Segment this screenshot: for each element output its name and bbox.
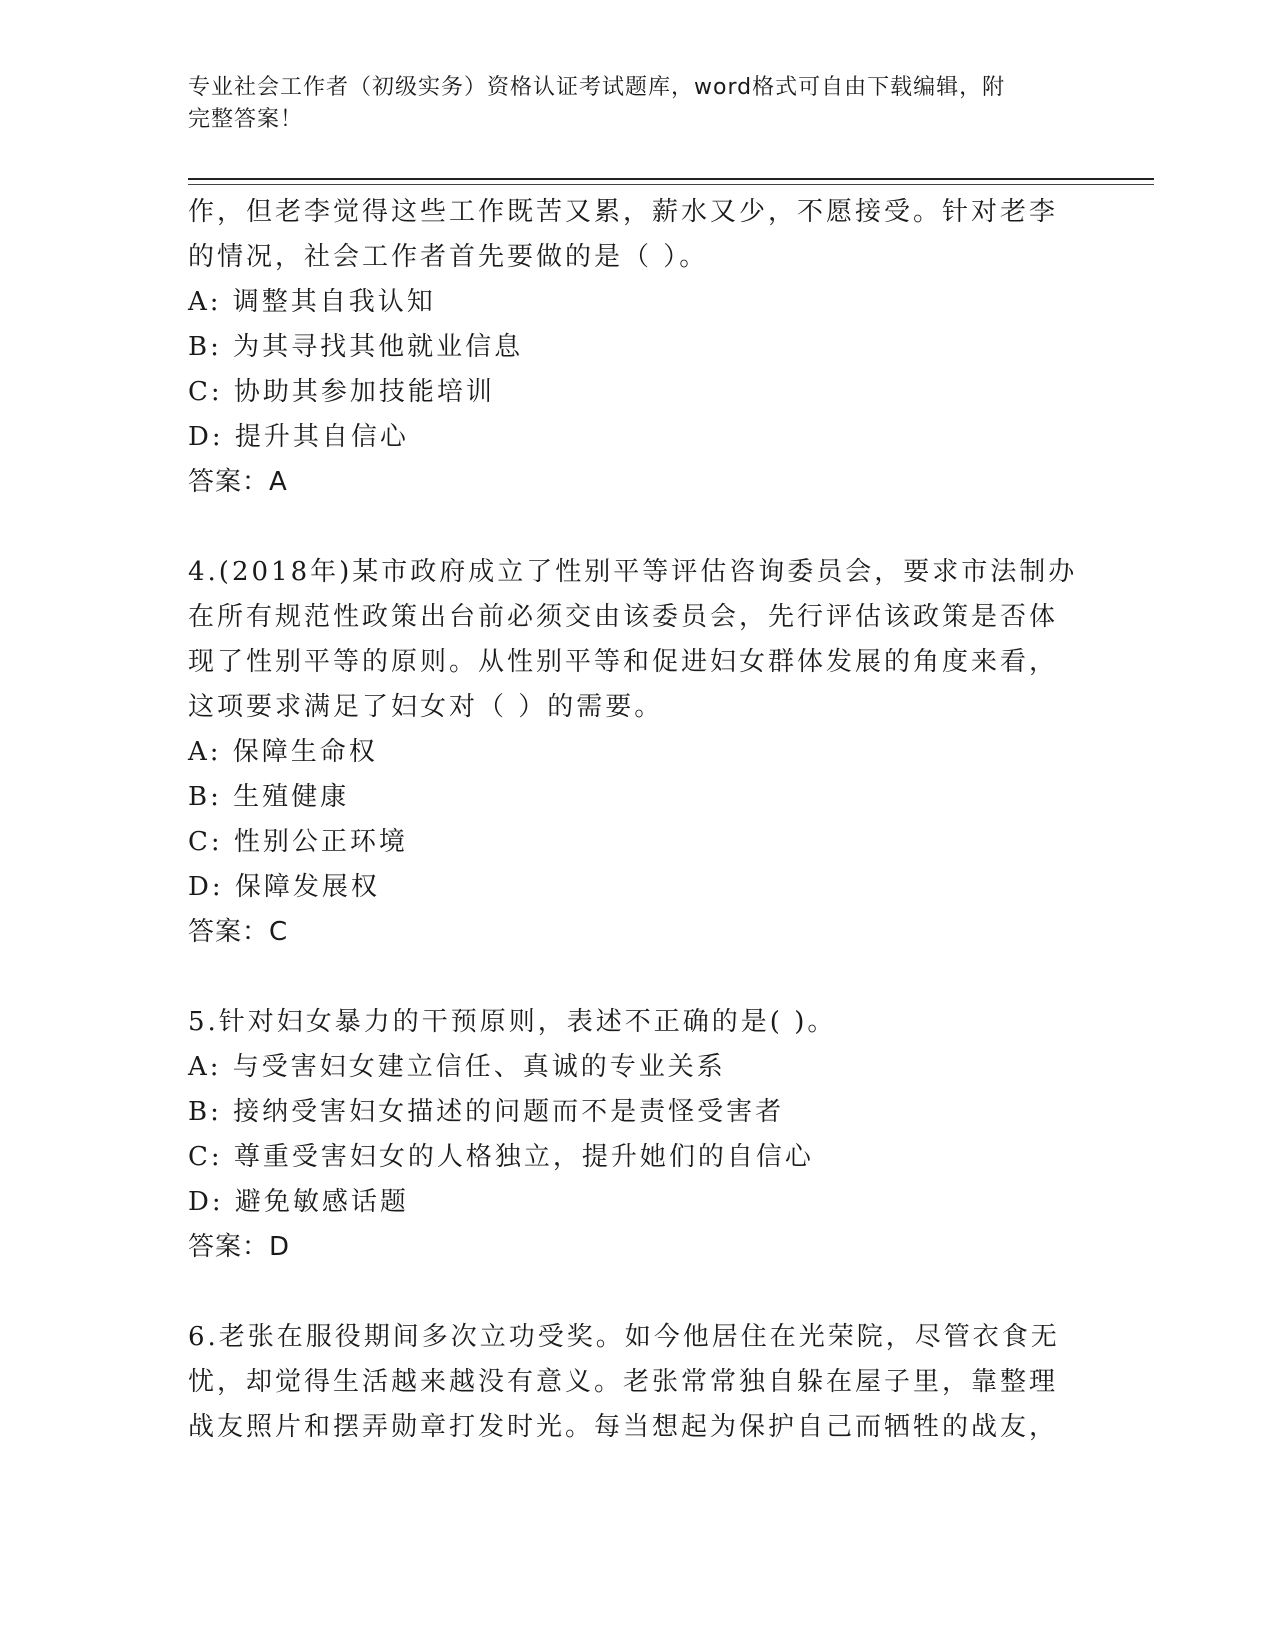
question-4 xyxy=(188,550,1078,955)
question-3-option-a: A: 调整其自我认知 xyxy=(188,287,436,317)
header-divider-thin xyxy=(188,184,1154,185)
question-3-stem-line: 作，但老李觉得这些工作既苦又累，薪水又少，不愿接受。针对老李 xyxy=(188,197,1059,227)
question-6-stem-line: 战友照片和摆弄勋章打发时光。每当想起为保护自己而牺牲的战友， xyxy=(188,1412,1059,1442)
question-4-stem-line: 在所有规范性政策出台前必须交由该委员会，先行评估该政策是否体 xyxy=(188,602,1059,632)
question-3-stem-line: 的情况，社会工作者首先要做的是（ ）。 xyxy=(188,242,709,272)
question-5-option-a: A: 与受害妇女建立信任、真诚的专业关系 xyxy=(188,1052,726,1082)
question-5-option-b: B: 接纳受害妇女描述的问题而不是责怪受害者 xyxy=(188,1097,785,1127)
question-3-answer: 答案：A xyxy=(188,467,288,497)
question-3-option-c: C: 协助其参加技能培训 xyxy=(188,377,495,407)
header-title-line-2: 完整答案！ xyxy=(188,107,304,132)
question-6-stem-line: 6.老张在服役期间多次立功受奖。如今他居住在光荣院，尽管衣食无 xyxy=(188,1322,1060,1352)
question-content xyxy=(188,190,1078,1450)
header-title-line-1: 专业社会工作者（初级实务）资格认证考试题库，word格式可自由下载编辑，附 xyxy=(188,75,1006,100)
question-4-option-d: D: 保障发展权 xyxy=(188,872,380,902)
question-4-stem-line: 4.(2018年)某市政府成立了性别平等评估咨询委员会，要求市法制办 xyxy=(188,557,1078,587)
question-5 xyxy=(188,1000,1068,1270)
question-4-option-c: C: 性别公正环境 xyxy=(188,827,408,857)
question-6-stem-line: 忧，却觉得生活越来越没有意义。老张常常独自躲在屋子里，靠整理 xyxy=(188,1367,1059,1397)
spacer xyxy=(188,505,1068,550)
question-3-option-d: D: 提升其自信心 xyxy=(188,422,409,452)
question-5-stem-line: 5.针对妇女暴力的干预原则，表述不正确的是( )。 xyxy=(188,1007,837,1037)
question-4-stem-line: 这项要求满足了妇女对（ ）的需要。 xyxy=(188,692,664,722)
question-5-answer: 答案：D xyxy=(188,1232,291,1262)
spacer xyxy=(188,1270,1068,1315)
question-4-answer: 答案：C xyxy=(188,917,289,947)
document-header xyxy=(188,72,1068,136)
spacer xyxy=(188,955,1068,1000)
question-6 xyxy=(188,1315,1068,1450)
question-4-option-b: B: 生殖健康 xyxy=(188,782,350,812)
question-4-stem-line: 现了性别平等的原则。从性别平等和促进妇女群体发展的角度来看， xyxy=(188,647,1059,677)
question-5-option-d: D: 避免敏感话题 xyxy=(188,1187,409,1217)
question-5-option-c: C: 尊重受害妇女的人格独立，提升她们的自信心 xyxy=(188,1142,814,1172)
question-4-option-a: A: 保障生命权 xyxy=(188,737,378,767)
question-3 xyxy=(188,190,1068,505)
question-3-option-b: B: 为其寻找其他就业信息 xyxy=(188,332,524,362)
header-divider-thick xyxy=(188,178,1154,180)
